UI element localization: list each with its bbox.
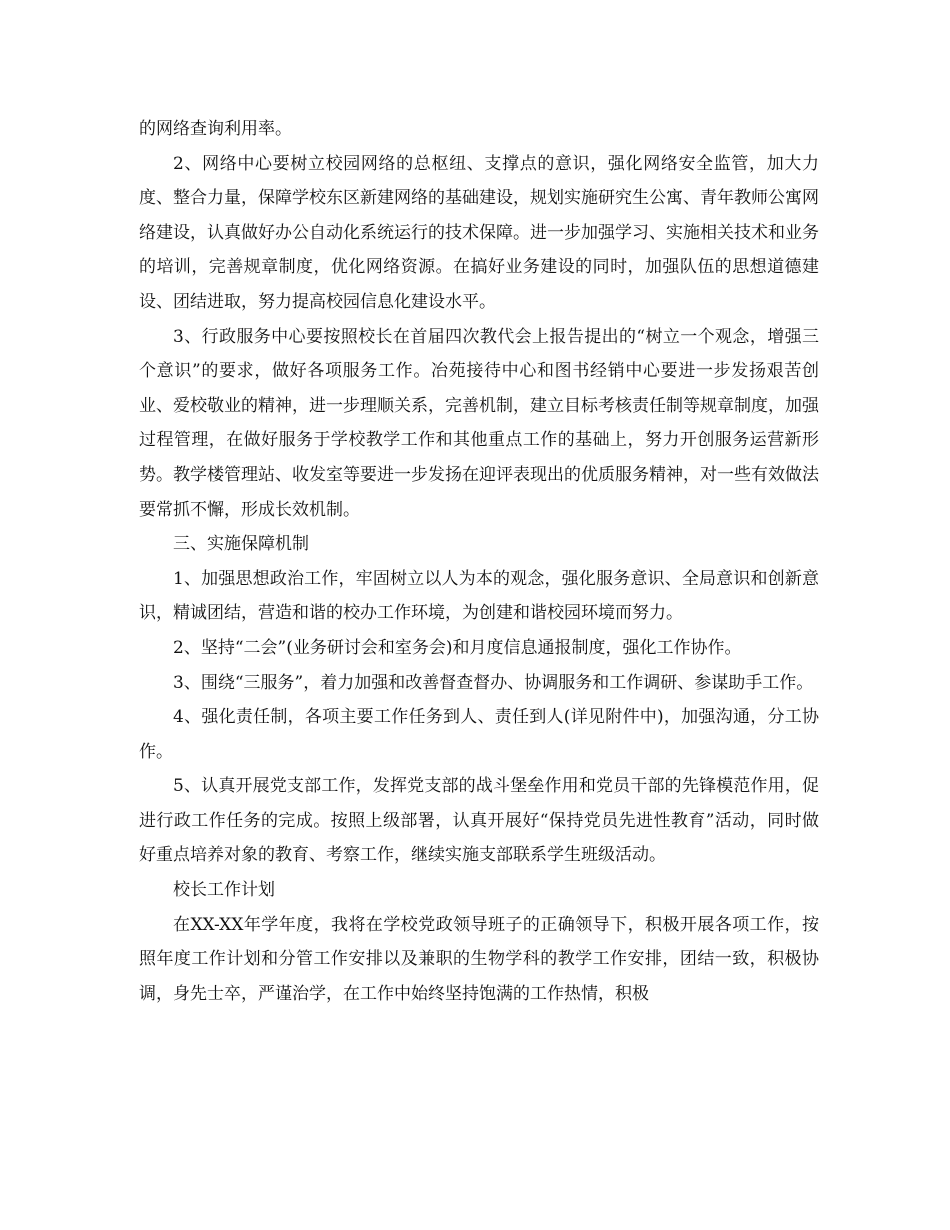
section-heading-principal-plan: 校长工作计划 xyxy=(173,880,275,901)
paragraph-network-center: 2、网络中心要树立校园网络的总枢纽、支撑点的意识，强化网络安全监管，加大力度、整合力量，保障学校东区新建网络的基础建设，规划实施研究生公寓、青年教师公寓网络建设，认真做好办公自动化系统运行的技术保障。进一步加强学习、实施相关技术和业务的培训，完善规章制度，优化网络资源。在搞好业务建设的同时，加强队伍的思想道德建设、团结进取，努力提高校园信息化建设水平。 xyxy=(139,153,819,312)
paragraph-item-4: 4、强化责任制，各项主要工作任务到人、责任到人(详见附件中)，加强沟通，分工协作。 xyxy=(139,707,819,762)
document-body xyxy=(139,112,819,1011)
paragraph-item-1: 1、加强思想政治工作，牢固树立以人为本的观念，强化服务意识、全局意识和创新意识，精诚团结，营造和谐的校办工作环境，为创建和谐校园环境而努力。 xyxy=(139,568,819,624)
paragraph-item-3: 3、围绕“三服务”，着力加强和改善督查督办、协调服务和工作调研、参谋助手工作。 xyxy=(173,672,814,693)
paragraph-principal-plan-intro: 在XX-XX年学年度，我将在学校党政领导班子的正确领导下，积极开展各项工作，按照年度工作计划和分管工作安排以及兼职的生物学科的教学工作安排，团结一致，积极协调，身先士卒，严谨治学，在工作中始终坚持饱满的工作热情，积极 xyxy=(139,914,819,1004)
section-heading-guarantee-mechanism: 三、实施保障机制 xyxy=(173,534,309,555)
paragraph-admin-service-center: 3、行政服务中心要按照校长在首届四次教代会上报告提出的“树立一个观念，增强三个意识”的要求，做好各项服务工作。冶苑接待中心和图书经销中心要进一步发扬艰苦创业、爱校敬业的精神，进一步理顺关系，完善机制，建立目标考核责任制等规章制度，加强过程管理，在做好服务于学校教学工作和其他重点工作的基础上，努力开创服务运营新形势。教学楼管理站、收发室等要进一步发扬在迎评表现出的优质服务精神，对一些有效做法要常抓不懈，形成长效机制。 xyxy=(139,326,819,520)
paragraph-item-5: 5、认真开展党支部工作，发挥党支部的战斗堡垒作用和党员干部的先锋模范作用，促进行政工作任务的完成。按照上级部署，认真开展好“保持党员先进性教育”活动，同时做好重点培养对象的教育、考察工作，继续实施支部联系学生班级活动。 xyxy=(139,776,819,866)
paragraph-continuation: 的网络查询利用率。 xyxy=(139,119,292,139)
paragraph-item-2: 2、坚持“二会”(业务研讨会和室务会)和月度信息通报制度，强化工作协作。 xyxy=(173,637,742,658)
